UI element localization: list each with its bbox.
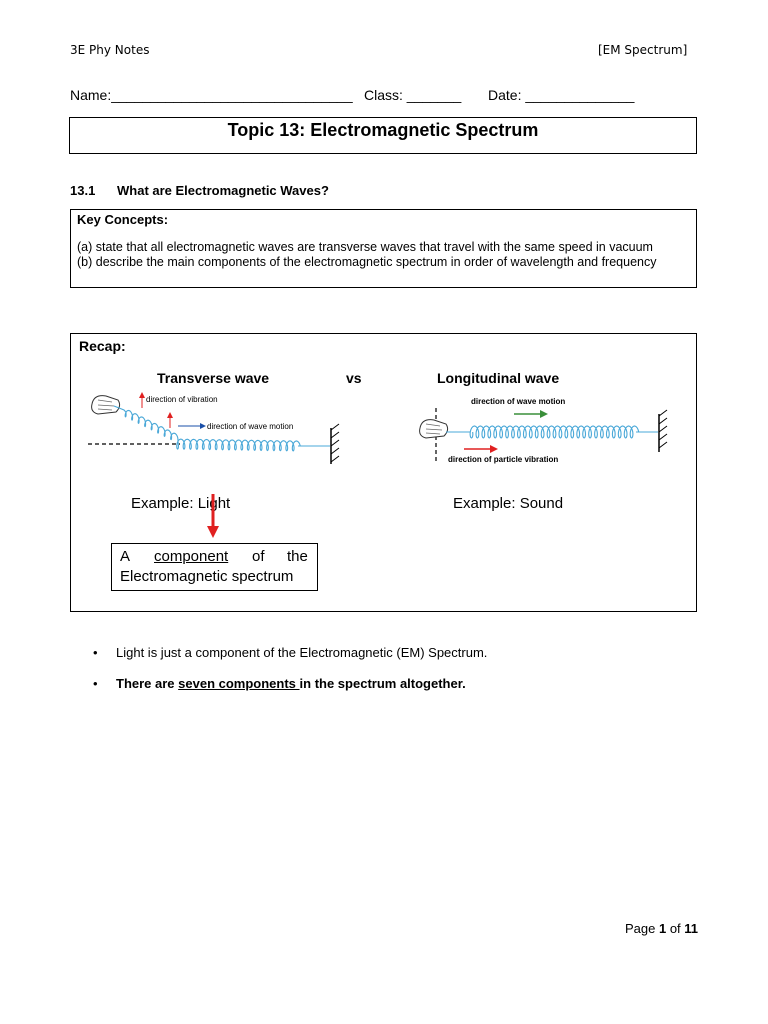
section-number: 13.1 (70, 183, 96, 198)
transverse-title: Transverse wave (157, 370, 270, 386)
transverse-example: Example: Light (131, 495, 231, 512)
name-field: Name:_______________________________ (70, 87, 353, 103)
longitudinal-example: Example: Sound (453, 495, 564, 512)
date-field: Date: ______________ (488, 87, 635, 103)
callout-word-component: component (154, 548, 229, 565)
bullet-marker: • (93, 645, 98, 660)
hand-icon (92, 396, 120, 414)
page-number (625, 921, 698, 936)
bullet-2-pre: There are (116, 676, 179, 691)
label-particle-vibration: direction of particle vibration (448, 455, 559, 464)
callout-word: the (287, 548, 308, 565)
page-title: Topic 13: Electromagnetic Spectrum (227, 120, 539, 140)
callout-line2: Electromagnetic spectrum (120, 568, 294, 585)
callout-box (111, 543, 318, 591)
bullet-2-post: in the spectrum altogether. (299, 676, 466, 691)
key-concepts-heading: Key Concepts: (77, 212, 169, 227)
header-left: 3E Phy Notes (70, 43, 150, 57)
wave-motion-arrow-icon (514, 410, 548, 418)
bullet-2 (116, 676, 466, 691)
particle-vibration-arrow-icon (464, 445, 498, 453)
page-of: of (666, 921, 685, 936)
label-long-wave-motion: direction of wave motion (471, 397, 566, 406)
callout-word: of (252, 548, 265, 565)
bullet-marker: • (93, 676, 98, 691)
section-heading: What are Electromagnetic Waves? (117, 183, 329, 198)
wave-motion-arrow-icon (178, 423, 206, 429)
page-total: 11 (684, 921, 699, 936)
page-label: Page (625, 921, 659, 936)
bullet-2-underlined: seven components (178, 676, 300, 691)
title-box (69, 117, 697, 154)
key-concept-item: (b) describe the main components of the electromagnetic spectrum in order of wavelength and frequency (77, 255, 657, 269)
hand-icon (420, 420, 448, 438)
callout-word: A (120, 548, 131, 565)
page-current: 1 (658, 921, 667, 936)
down-arrow-icon (203, 492, 223, 542)
key-concept-item: (a) state that all electromagnetic waves are transverse waves that travel with the same speed in vacuum (77, 240, 653, 254)
header-right: [EM Spectrum] (598, 43, 688, 57)
label-direction-of-vibration: direction of vibration (146, 395, 218, 404)
spring-longitudinal (470, 426, 639, 438)
label-direction-of-wave-motion: direction of wave motion (207, 422, 294, 431)
key-concepts-box (70, 209, 697, 288)
longitudinal-title: Longitudinal wave (437, 370, 560, 386)
vs-label: vs (346, 370, 362, 386)
recap-heading: Recap: (79, 338, 126, 354)
class-field: Class: _______ (364, 87, 462, 103)
bullet-1: Light is just a component of the Electromagnetic (EM) Spectrum. (116, 645, 488, 660)
